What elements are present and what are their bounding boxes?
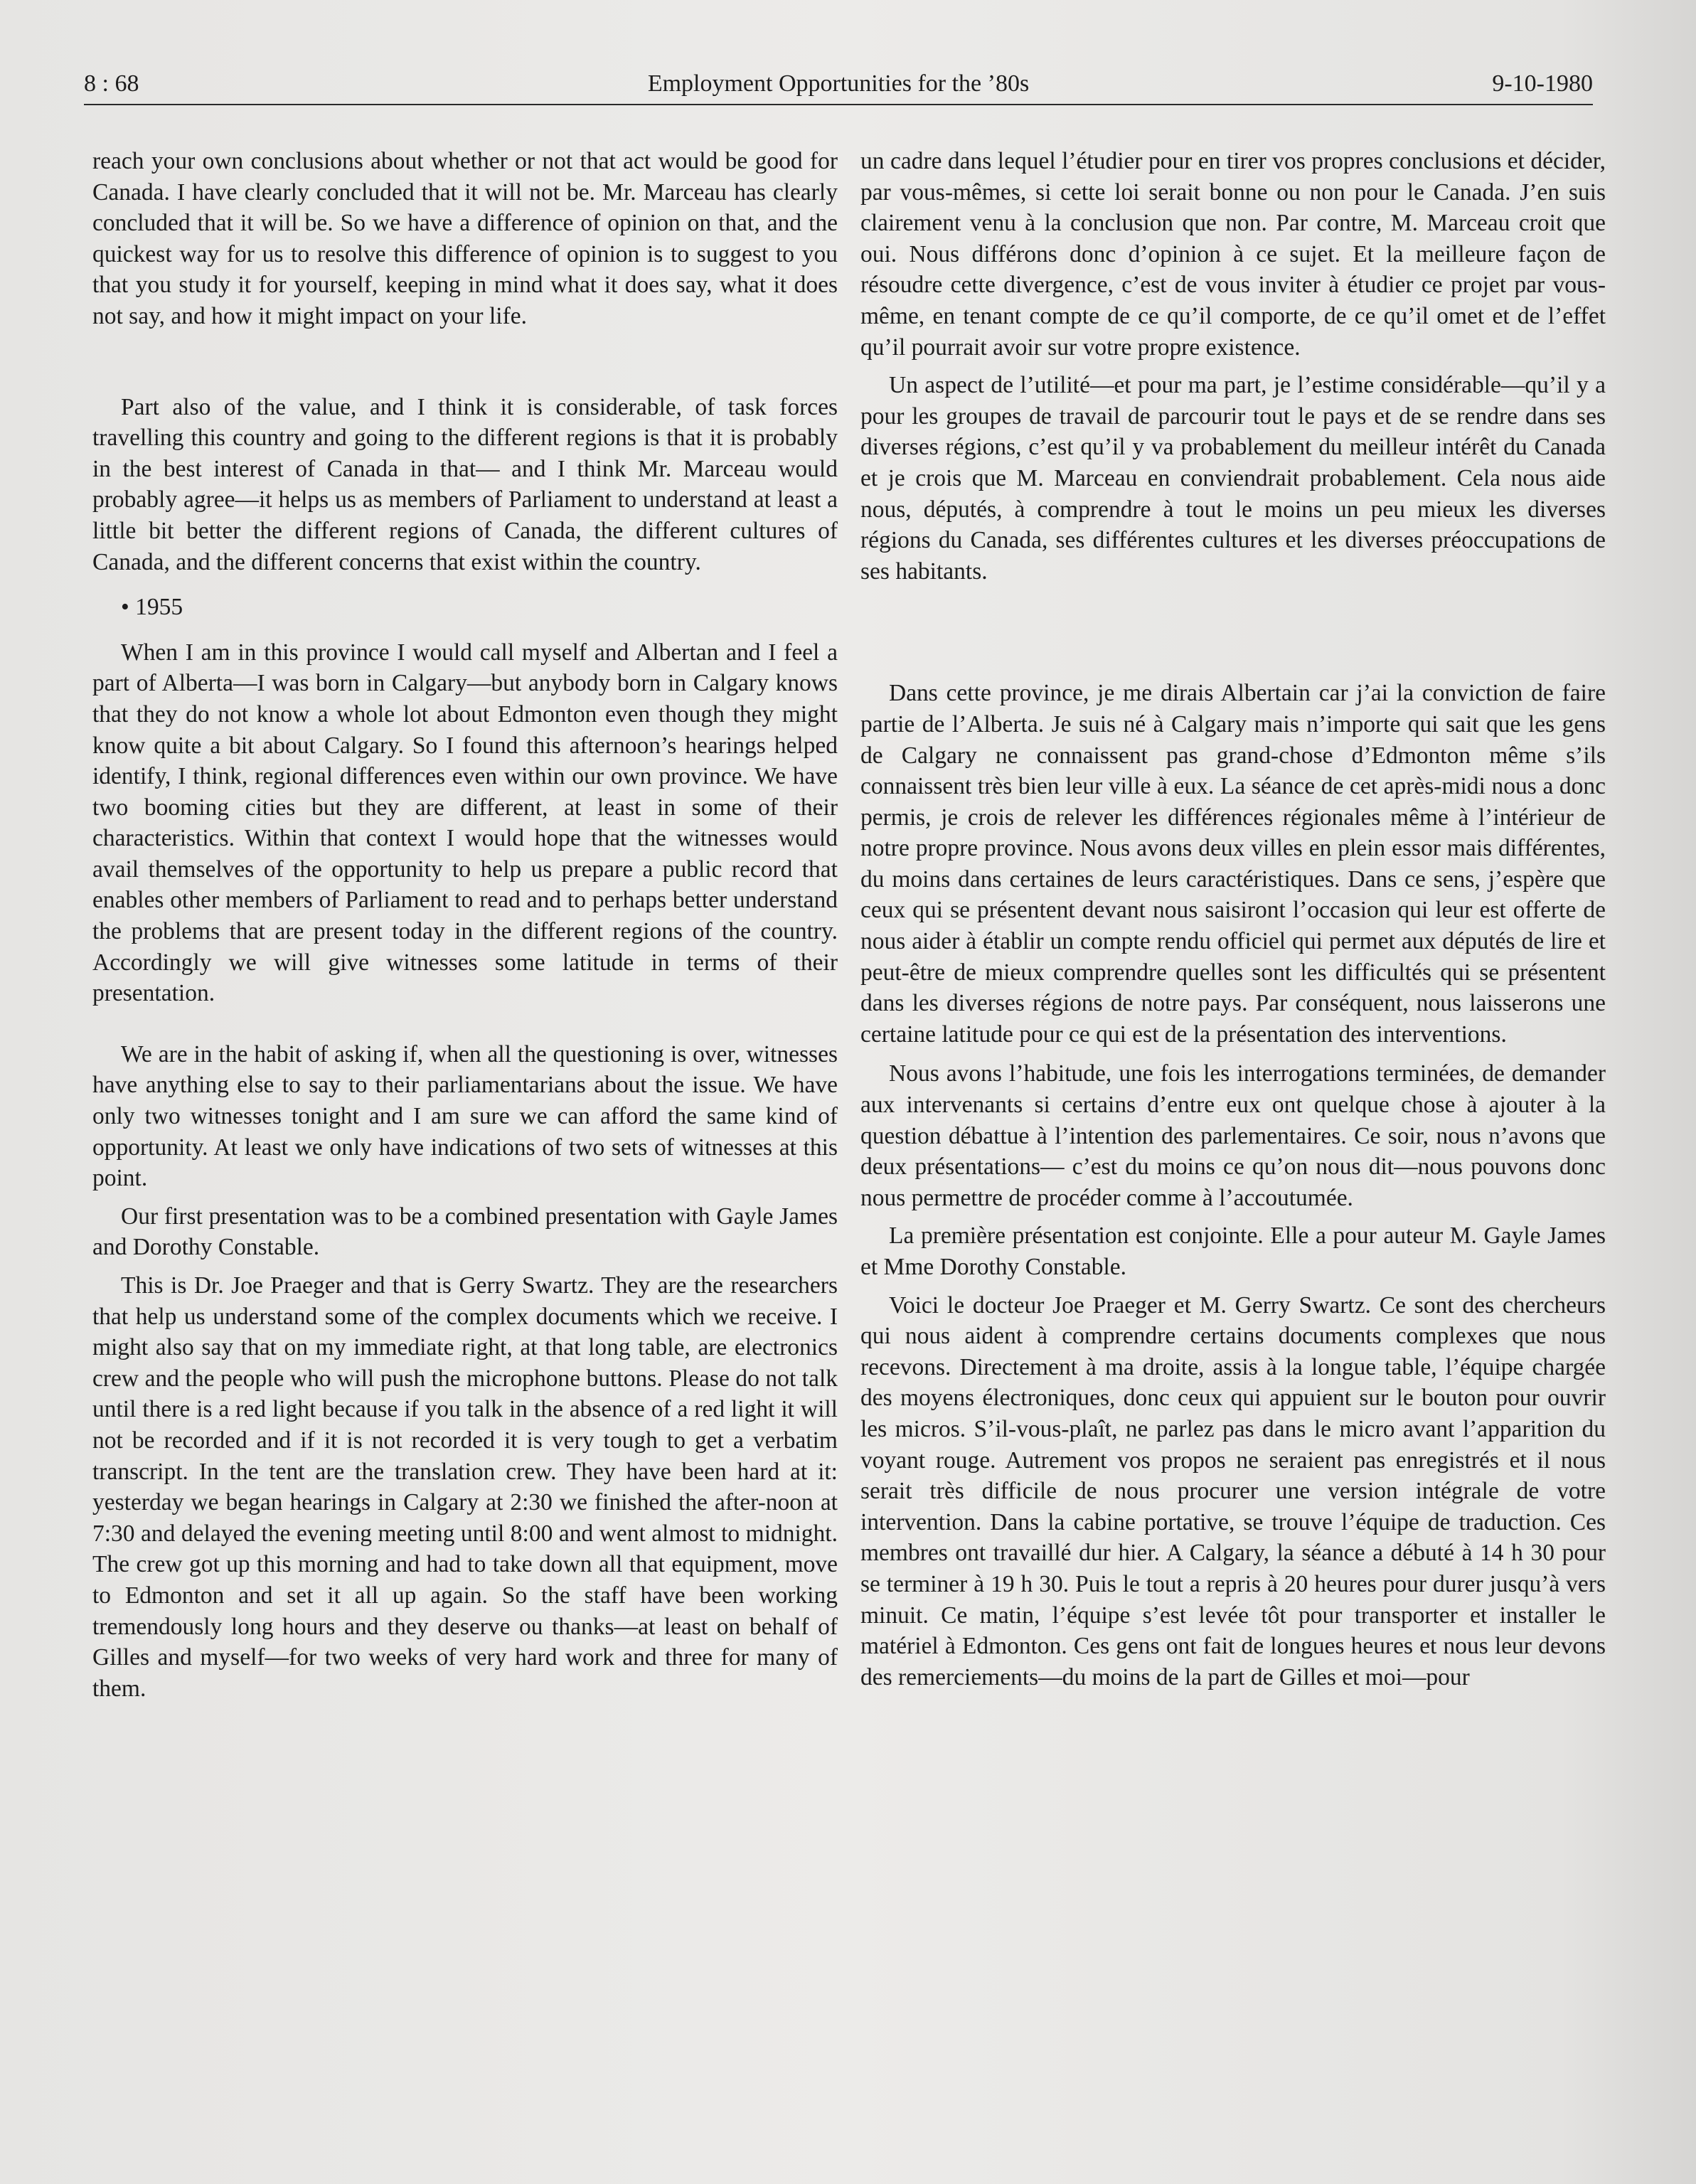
time-marker: • 1955 [121,594,183,621]
english-paragraph-4: We are in the habit of asking if, when all the questioning is over, witnesses have anything else to say to their parliamentarians about the issue. We have only two witnesses tonight and I am sure we can afford the same kind of opportunity. At least we only have indications of two sets of witnesses at this point. [92,1040,838,1192]
page-number: 8 : 68 [84,70,139,97]
french-paragraph-5: La première présentation est conjointe. Elle a pour auteur M. Gayle James et Mme Dorothy Constable. [860,1222,1606,1280]
french-paragraph-4: Nous avons l’habitude, une fois les interrogations terminées, de demander aux intervenants si certains d’entre eux ont quelque chose à ajouter à la question débattue à l’intention des parlementaires. Ce soir, nous n’avons que deux présentations— c’est du moins ce qu’on nous dit—nous pouvons donc nous permettre de procéder comme à l’accoutumée. [860,1060,1606,1211]
french-paragraph-2: Un aspect de l’utilité—et pour ma part, je l’estime considérable—qu’il y a pour les groupes de travail de parcourir tout le pays et de se rendre dans ses diverses régions, c’est qu’il y va probablement du meilleur intérêt du Canada et je crois que M. Marceau en conviendrait probablement. Cela nous aide nous, députés, à comprendre à tout le moins un peu mieux les diverses régions du Canada, ses différentes cultures et les diverses préoccupations de ses habitants. [860,372,1606,585]
running-header [84,65,1593,102]
french-paragraph-3: Dans cette province, je me dirais Albertain car j’ai la conviction de faire partie de l’Alberta. Je suis né à Calgary mais n’importe qui sait que les gens de Calgary ne connaissent pas grand-chose d’Edmonton même s’ils connaissent très bien leur ville à eux. La séance de cet après-midi nous a donc permis, je crois de relever les différences régionales même à l’intérieur de notre propre province. Nous avons deux villes en plein essor mais différentes, du moins dans certaines de leurs caractéristiques. Dans ce sens, j’espère que ceux qui se présentent devant nous saisiront l’occasion qui leur est offerte de nous aider à établir un compte rendu officiel qui permet aux députés de lire et peut-être de mieux comprendre quelles sont les difficultés qui se présentent dans les diverses régions de notre pays. Par conséquent, nous laisserons une certaine latitude pour ce qui est de la présentation des interventions. [860,680,1606,1048]
english-paragraph-6: This is Dr. Joe Praeger and that is Gerry Swartz. They are the researchers that help us understand some of the complex documents which we receive. I might also say that on my immediate right, at that long table, are electronics crew and the people who will push the microphone buttons. Please do not talk until there is a red light because if you talk in the absence of a red light it will not be recorded and if it is not recorded it is very tough to get a verbatim transcript. In the tent are the translation crew. They have been hard at it: yesterday we began hearings in Calgary at 2:30 we finished the after-noon at 7:30 and delayed the evening meeting until 8:00 and went almost to midnight. The crew got up this morning and had to take down all that equipment, move to Edmonton and set it all up again. So the staff have been working tremendously long hours and they deserve ou thanks—at least on behalf of Gilles and myself—for two weeks of very hard work and three for many of them. [92,1272,838,1702]
header-rule [84,104,1593,105]
english-column [92,146,838,1704]
french-paragraph-1: un cadre dans lequel l’étudier pour en tirer vos propres conclusions et décider, par vous-mêmes, si cette loi serait bonne ou non pour le Canada. J’en suis clairement venu à la conclusion que non. Par contre, M. Marceau croit que oui. Nous différons donc d’opinion à ce sujet. Et la meilleure façon de résoudre cette divergence, c’est de vous inviter à étudier ce projet par vous-même, en tenant compte de ce qu’il comporte, de ce qu’il omet et de l’effet qu’il pourrait avoir sur votre propre existence. [860,148,1606,361]
french-column [860,146,1606,1693]
english-paragraph-2: Part also of the value, and I think it is considerable, of task forces travelling this country and going to the different regions is that it is probably in the best interest of Canada in that— and I think Mr. Marceau would probably agree—it helps us as members of Parliament to understand at least a little bit better the different regions of Canada, the different cultures of Canada, and the different concerns that exist within the country. [92,393,838,575]
english-paragraph-5: Our first presentation was to be a combined presentation with Gayle James and Dorothy Constable. [92,1203,838,1261]
english-paragraph-1: reach your own conclusions about whether or not that act would be good for Canada. I have clearly concluded that it will not be. Mr. Marceau has clearly concluded that it will be. So we have a difference of opinion on that, and the quickest way for us to resolve this difference of opinion is to suggest to you that you study it for yourself, keeping in mind what it does say, what it does not say, and how it might impact on your life. [92,148,838,329]
publication-title: Employment Opportunities for the ’80s [647,70,1030,97]
english-paragraph-3: When I am in this province I would call myself and Albertan and I feel a part of Alberta—I was born in Calgary—but anybody born in Calgary knows that they do not know a whole lot about Edmonton even though they might know quite a bit about Calgary. So I found this afternoon’s hearings helped identify, I think, regional differences even within our own province. We have two booming cities but they are different, at least in some of their characteristics. Within that context I would hope that the witnesses would avail themselves of the opportunity to help us prepare a public record that enables other members of Parliament to read and to perhaps better understand the problems that are present today in the different regions of the country. Accordingly we will give witnesses some latitude in terms of their presentation. [92,639,838,1007]
header-date: 9-10-1980 [1492,70,1593,97]
french-paragraph-6: Voici le docteur Joe Praeger et M. Gerry Swartz. Ce sont des chercheurs qui nous aident à comprendre certains documents complexes que nous recevons. Directement à ma droite, assis à la longue table, l’équipe chargée des moyens électroniques, donc ceux qui appuient sur le bouton pour ouvrir les micros. S’il-vous-plaît, ne parlez pas dans le micro avant l’apparition du voyant rouge. Autrement vos propos ne seraient pas enregistrés et il nous serait très difficile de nous procurer une version intégrale de votre intervention. Dans la cabine portative, se trouve l’équipe de traduction. Ces membres ont travaillé dur hier. A Calgary, la séance a débuté à 14 h 30 pour se terminer à 19 h 30. Puis le tout a repris à 20 heures pour durer jusqu’à vers minuit. Ce matin, l’équipe s’est levée tôt pour transporter et installer le matériel à Edmonton. Ces gens ont fait de longues heures et nous leur devons des remerciements—du moins de la part de Gilles et moi—pour [860,1291,1606,1690]
